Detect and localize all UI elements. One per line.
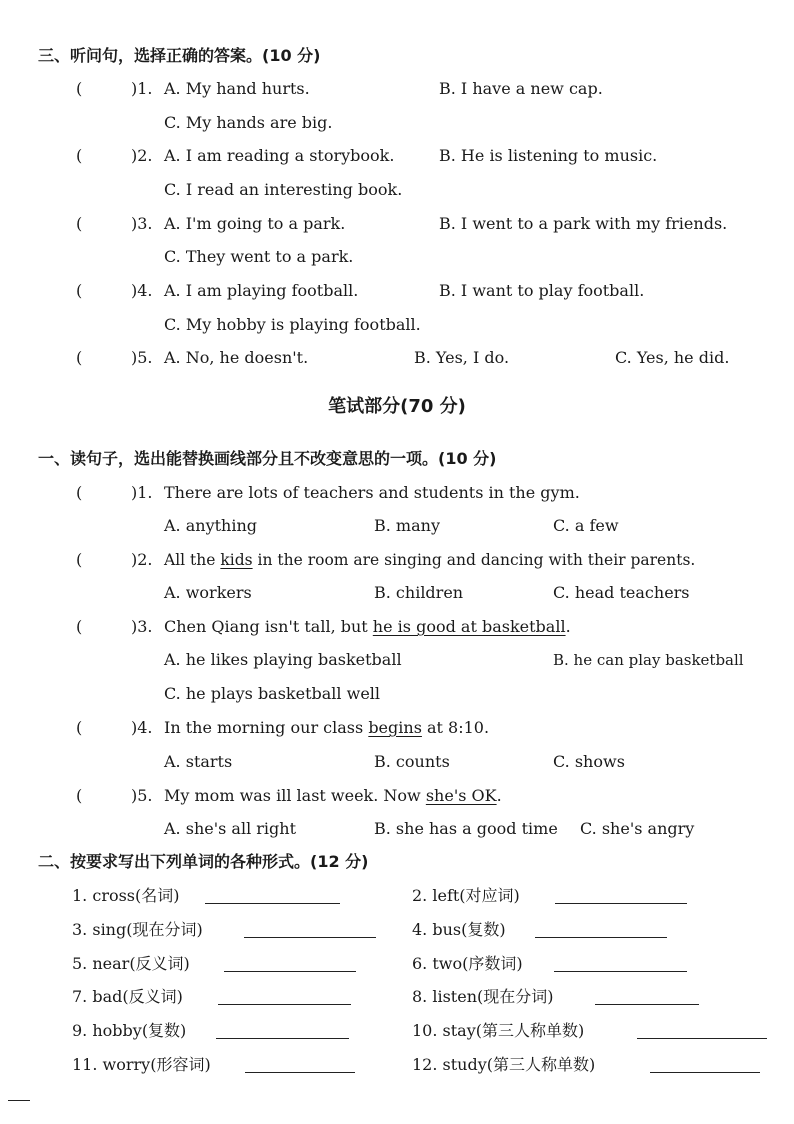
underlined-phrase: kids	[220, 551, 253, 569]
question-number: )4.	[131, 281, 153, 300]
answer-paren[interactable]: (	[76, 550, 83, 569]
written-part-title: 笔试部分(70 分)	[328, 396, 466, 417]
option-a: A. My hand hurts.	[164, 79, 310, 98]
word-form-item: 1. cross(名词)	[72, 886, 180, 905]
question-number: )1.	[131, 483, 153, 502]
page-separator	[8, 1100, 30, 1101]
option-c: C. I read an interesting book.	[164, 180, 403, 199]
question-text: Chen Qiang isn't tall, but he is good at basketball.	[164, 617, 571, 636]
option-b: B. children	[374, 583, 464, 602]
answer-blank[interactable]	[245, 1072, 355, 1073]
answer-blank[interactable]	[554, 971, 687, 972]
option-a: A. I am reading a storybook.	[164, 146, 395, 165]
option-c: C. Yes, he did.	[615, 348, 730, 367]
option-c: C. They went to a park.	[164, 247, 354, 266]
answer-blank[interactable]	[650, 1072, 760, 1073]
answer-paren[interactable]: (	[76, 786, 83, 805]
answer-blank[interactable]	[205, 903, 340, 904]
word-form-item: 3. sing(现在分词)	[72, 920, 203, 939]
option-a: A. starts	[164, 752, 233, 771]
question-number: )3.	[131, 214, 153, 233]
option-a: A. I'm going to a park.	[164, 214, 346, 233]
option-b: B. she has a good time	[374, 819, 558, 838]
option-b: B. Yes, I do.	[414, 348, 510, 367]
question-number: )5.	[131, 786, 153, 805]
answer-paren[interactable]: (	[76, 146, 83, 165]
option-a: A. I am playing football.	[164, 281, 359, 300]
option-a: A. she's all right	[164, 819, 297, 838]
option-c: C. My hands are big.	[164, 113, 333, 132]
word-form-item: 2. left(对应词)	[412, 886, 520, 905]
word-form-item: 10. stay(第三人称单数)	[412, 1021, 585, 1040]
underlined-phrase: begins	[368, 718, 422, 737]
question-text: There are lots of teachers and students in the gym.	[164, 483, 580, 502]
option-b: B. He is listening to music.	[439, 146, 658, 165]
answer-paren[interactable]: (	[76, 79, 83, 98]
answer-blank[interactable]	[535, 937, 667, 938]
option-b: B. I went to a park with my friends.	[439, 214, 728, 233]
answer-paren[interactable]: (	[76, 214, 83, 233]
answer-paren[interactable]: (	[76, 617, 83, 636]
word-form-item: 11. worry(形容词)	[72, 1055, 211, 1074]
answer-paren[interactable]: (	[76, 483, 83, 502]
underlined-phrase: she's OK	[425, 786, 497, 805]
option-b: B. I want to play football.	[439, 281, 645, 300]
option-c: C. shows	[553, 752, 625, 771]
answer-paren[interactable]: (	[76, 718, 83, 737]
question-number: )2.	[131, 146, 153, 165]
option-a: A. anything	[164, 516, 258, 535]
option-a: A. workers	[164, 583, 252, 602]
option-c: C. head teachers	[553, 583, 690, 602]
answer-blank[interactable]	[218, 1004, 351, 1005]
word-form-item: 5. near(反义词)	[72, 954, 190, 973]
answer-paren[interactable]: (	[76, 281, 83, 300]
answer-blank[interactable]	[555, 903, 687, 904]
word-form-item: 12. study(第三人称单数)	[412, 1055, 596, 1074]
word-form-item: 9. hobby(复数)	[72, 1021, 187, 1040]
section2-heading: 二、按要求写出下列单词的各种形式。(12 分)	[38, 852, 369, 871]
listening-heading: 三、听问句，选择正确的答案。(10 分)	[38, 46, 321, 65]
word-form-item: 6. two(序数词)	[412, 954, 523, 973]
option-b: B. he can play basketball	[553, 651, 744, 669]
answer-blank[interactable]	[244, 937, 376, 938]
question-number: )2.	[131, 550, 153, 569]
option-c: C. she's angry	[580, 819, 695, 838]
question-number: )3.	[131, 617, 153, 636]
option-c: C. a few	[553, 516, 619, 535]
question-text: My mom was ill last week. Now she's OK.	[164, 786, 502, 805]
option-b: B. I have a new cap.	[439, 79, 603, 98]
question-number: )1.	[131, 79, 153, 98]
option-b: B. many	[374, 516, 440, 535]
option-c: C. he plays basketball well	[164, 684, 381, 703]
underlined-phrase: he is good at basketball	[372, 617, 566, 636]
option-a: A. No, he doesn't.	[164, 348, 309, 367]
answer-blank[interactable]	[595, 1004, 699, 1005]
word-form-item: 7. bad(反义词)	[72, 987, 183, 1006]
question-text: All the kids in the room are singing and dancing with their parents.	[164, 551, 696, 569]
answer-blank[interactable]	[637, 1038, 767, 1039]
section1-heading: 一、读句子，选出能替换画线部分且不改变意思的一项。(10 分)	[38, 449, 497, 468]
question-number: )5.	[131, 348, 153, 367]
option-a: A. he likes playing basketball	[164, 650, 402, 669]
answer-paren[interactable]: (	[76, 348, 83, 367]
word-form-item: 8. listen(现在分词)	[412, 987, 554, 1006]
question-number: )4.	[131, 718, 153, 737]
option-c: C. My hobby is playing football.	[164, 315, 421, 334]
answer-blank[interactable]	[224, 971, 356, 972]
option-b: B. counts	[374, 752, 450, 771]
answer-blank[interactable]	[216, 1038, 349, 1039]
question-text: In the morning our class begins at 8:10.	[164, 718, 490, 737]
word-form-item: 4. bus(复数)	[412, 920, 506, 939]
